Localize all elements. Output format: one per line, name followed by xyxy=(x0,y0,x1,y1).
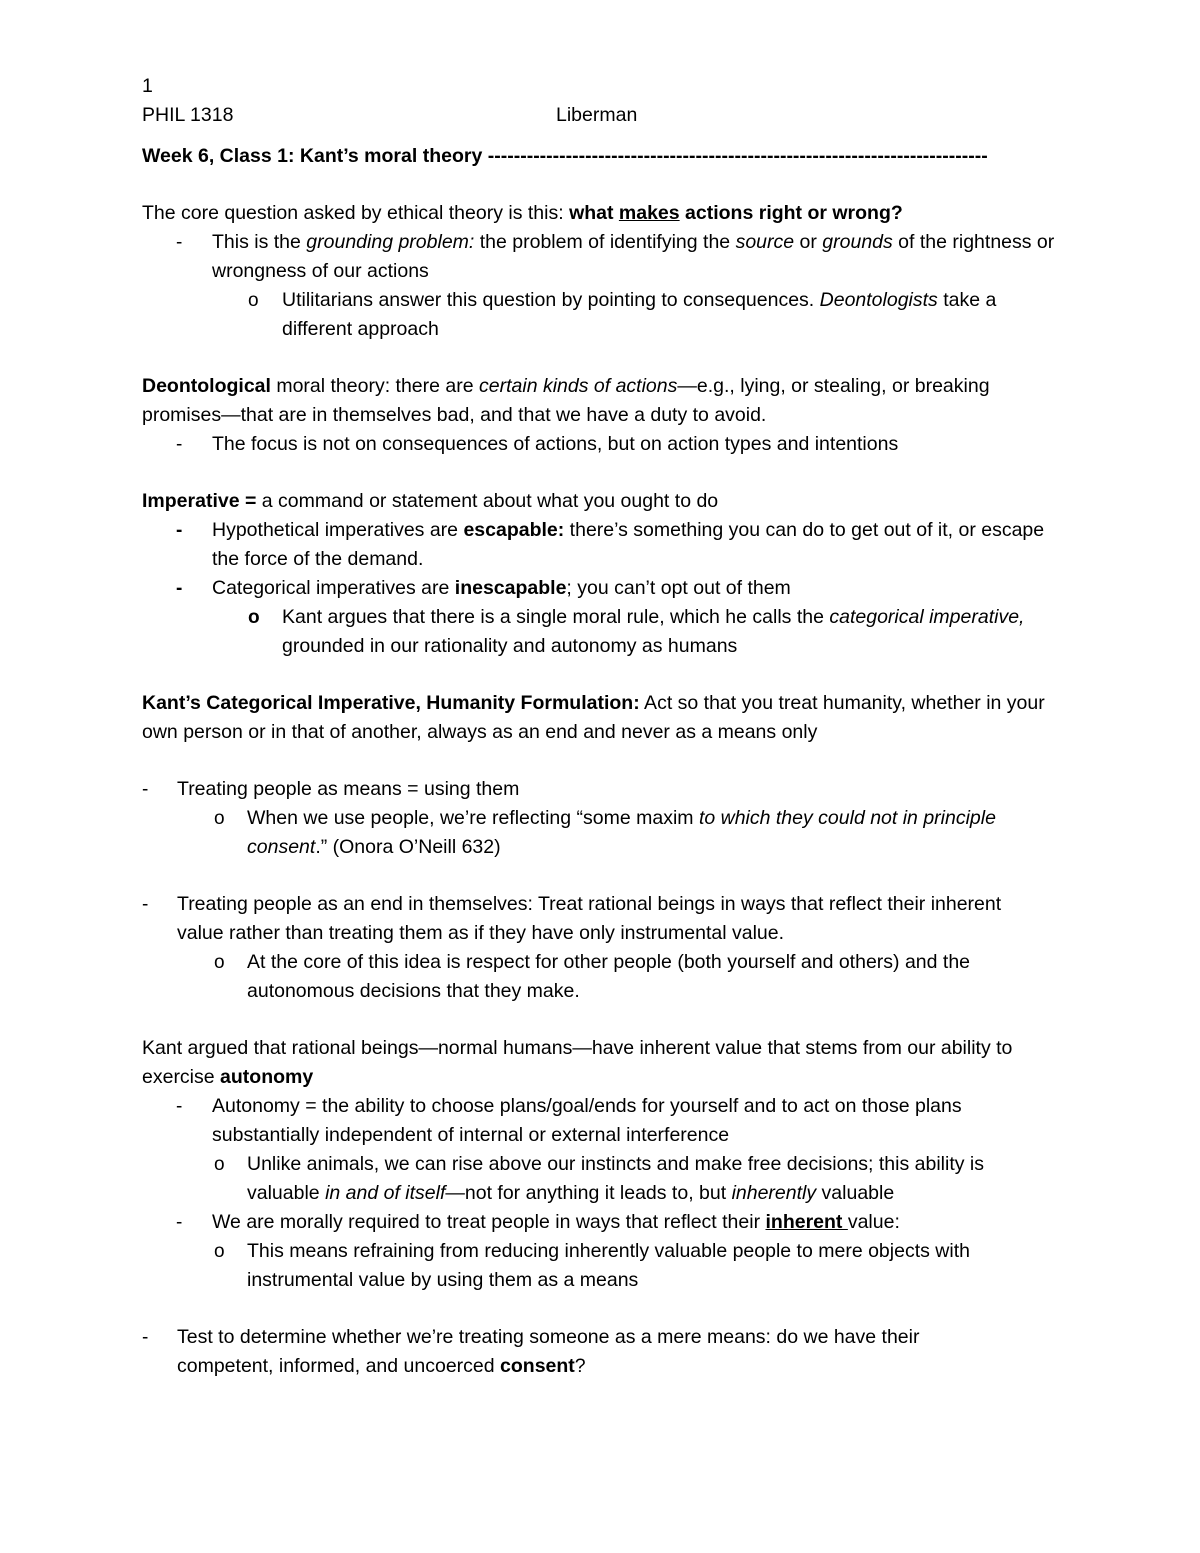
text: a command or statement about what you ought to do xyxy=(256,490,719,512)
bold-term: Deontological xyxy=(142,375,271,397)
title-text: Week 6, Class 1: Kant’s moral theory xyxy=(142,145,483,167)
dash-bullet: - xyxy=(176,434,183,455)
text: Test to determine whether we’re treating someone as a mere means: do we have their competent, informed, and uncoerced xyxy=(177,1326,920,1377)
list-item xyxy=(142,1208,1062,1237)
italic-text: certain kinds of actions xyxy=(479,375,678,397)
document-page xyxy=(142,72,1062,1381)
text: —e.g., lying, or stealing, or breaking promises—that are in themselves bad, and that we have a duty to avoid. xyxy=(142,375,990,426)
dash-bullet: - xyxy=(176,232,183,253)
italic-text: Deontologists xyxy=(819,289,938,311)
text: Categorical imperatives are xyxy=(212,577,455,599)
dash-bullet: - xyxy=(142,894,149,915)
italic-text: grounding problem: xyxy=(306,231,475,253)
list-item xyxy=(142,603,1062,661)
list-item xyxy=(142,286,1062,344)
list-item xyxy=(142,228,1062,286)
text: valuable xyxy=(816,1182,895,1204)
text: Kant argued that rational beings—normal humans—have inherent value that stems from our ability to exercise xyxy=(142,1037,1013,1088)
circle-bullet: o xyxy=(248,607,260,628)
dash-bullet: - xyxy=(142,779,149,800)
bold-term: inescapable xyxy=(454,577,567,599)
header xyxy=(142,101,1062,130)
list-item xyxy=(142,1092,1062,1150)
bold-term: autonomy xyxy=(220,1066,314,1088)
italic-text: categorical imperative, xyxy=(829,606,1025,628)
italic-text: inherently xyxy=(731,1182,817,1204)
text: —not for anything it leads to, but xyxy=(445,1182,732,1204)
paragraph xyxy=(142,487,1062,516)
section-title xyxy=(142,142,1054,171)
circle-bullet: o xyxy=(214,1241,225,1262)
text: .” (Onora O’Neill 632) xyxy=(315,836,501,858)
text: Treating people as means = using them xyxy=(177,778,520,800)
paragraph xyxy=(142,372,1057,430)
text: value: xyxy=(847,1211,900,1233)
list-item xyxy=(142,574,1062,603)
dash-bullet: - xyxy=(176,1096,183,1117)
instructor-name: Liberman xyxy=(556,104,638,126)
list-item xyxy=(142,1323,1062,1381)
text: Act so that you treat humanity, whether in your own person or in that of another, always as an end and never as a means only xyxy=(142,692,1045,743)
text: ; you can’t opt out of them xyxy=(566,577,791,599)
text: of the rightness or wrongness of our actions xyxy=(212,231,1055,282)
core-question-bold: what xyxy=(569,202,619,224)
list-item xyxy=(142,1150,1062,1208)
text: The focus is not on consequences of actions, but on action types and intentions xyxy=(212,433,899,455)
core-question-bold-end: actions right or wrong? xyxy=(679,202,903,224)
list-item xyxy=(142,775,1062,804)
core-question-text: The core question asked by ethical theory is this: xyxy=(142,202,570,224)
text: At the core of this idea is respect for other people (both yourself and others) and the autonomous decisions that they make. xyxy=(247,951,971,1002)
text: or xyxy=(794,231,823,253)
text: Hypothetical imperatives are xyxy=(212,519,464,541)
circle-bullet: o xyxy=(214,952,225,973)
bold-term: consent xyxy=(500,1355,575,1377)
list-item xyxy=(142,890,1062,948)
text: take a different approach xyxy=(282,289,997,340)
text: We are morally required to treat people in ways that reflect their xyxy=(212,1211,766,1233)
text: the problem of identifying the xyxy=(474,231,736,253)
paragraph xyxy=(142,1034,1042,1092)
dash-bullet: - xyxy=(176,1212,183,1233)
dash-bullet: - xyxy=(176,578,183,599)
dash-bullet: - xyxy=(142,1327,149,1348)
text: there’s something you can do to get out of it, or escape the force of the demand. xyxy=(212,519,1045,570)
circle-bullet: o xyxy=(214,1154,225,1175)
italic-text: in and of itself xyxy=(325,1182,446,1204)
page-number: 1 xyxy=(142,75,153,97)
italic-text: source xyxy=(735,231,795,253)
core-question-underlined: makes xyxy=(618,202,680,224)
underlined-term: inherent xyxy=(765,1211,848,1233)
title-rule: ----------------------------------------------------------------------------- xyxy=(487,145,988,167)
bold-term: escapable: xyxy=(463,519,565,541)
bold-term: Imperative = xyxy=(142,490,257,512)
text: When we use people, we’re reflecting “some maxim xyxy=(247,807,699,829)
list-item xyxy=(142,1237,1062,1295)
text: Unlike animals, we can rise above our instincts and make free decisions; this ability is valuable xyxy=(247,1153,985,1204)
italic-text: grounds xyxy=(822,231,893,253)
list-item xyxy=(142,516,1062,574)
text: grounded in our rationality and autonomy as humans xyxy=(282,635,738,657)
text: Kant argues that there is a single moral rule, which he calls the xyxy=(282,606,830,628)
list-item xyxy=(142,430,1062,459)
text: This is the xyxy=(212,231,307,253)
core-question xyxy=(142,199,1062,228)
text: moral theory: there are xyxy=(270,375,480,397)
dash-bullet: - xyxy=(176,520,183,541)
italic-text: to which they could not in principle consent xyxy=(247,807,996,858)
list-item xyxy=(142,948,1062,1006)
text: Treating people as an end in themselves: Treat rational beings in ways that reflect their inherent value rather than treating them as if they have only instrumental value. xyxy=(177,893,1002,944)
circle-bullet: o xyxy=(214,808,225,829)
text: This means refraining from reducing inherently valuable people to mere objects with instrumental value by using them as a means xyxy=(247,1240,970,1291)
list-item xyxy=(142,804,1062,862)
circle-bullet: o xyxy=(248,290,259,311)
text: ? xyxy=(574,1355,586,1377)
course-code: PHIL 1318 xyxy=(142,104,234,126)
paragraph xyxy=(142,689,1057,747)
text: Autonomy = the ability to choose plans/goal/ends for yourself and to act on those plans substantially independent of internal or external interference xyxy=(212,1095,962,1146)
text: Utilitarians answer this question by pointing to consequences. xyxy=(282,289,820,311)
bold-term: Kant’s Categorical Imperative, Humanity Formulation: xyxy=(142,692,640,714)
